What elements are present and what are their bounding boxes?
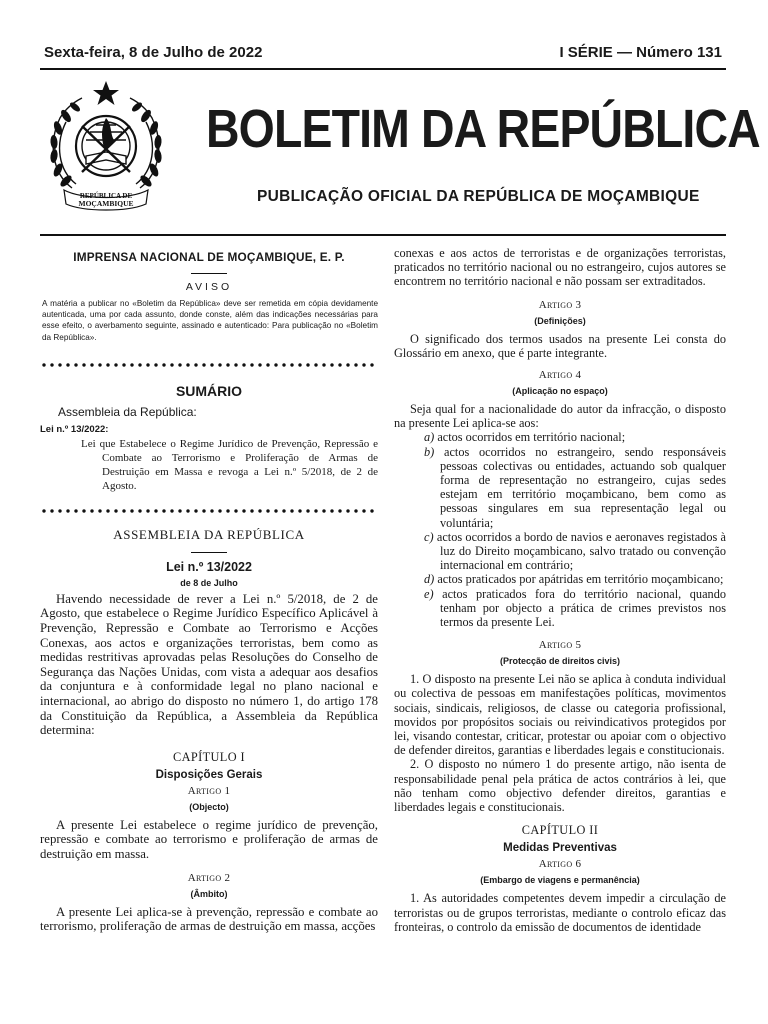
article-heading: Artigo 4 <box>538 369 582 382</box>
chapter-name: Disposições Gerais <box>155 768 263 781</box>
article-text: O significado dos termos usados na presente Lei consta do Glossário em anexo, que é parte integrante. <box>394 331 726 360</box>
coat-of-arms-emblem <box>42 78 170 214</box>
law-date: de 8 de Julho <box>180 577 238 588</box>
emblem-ribbon-line-2: MOÇAMBIQUE <box>78 199 134 208</box>
article-heading: Artigo 3 <box>538 298 582 311</box>
article-text <box>40 905 378 935</box>
article-name: (Protecção de direitos civis) <box>499 656 621 667</box>
list-item: a) actos ocorridos em território nacional; <box>424 430 626 445</box>
article-list <box>394 430 726 629</box>
summary-law-description: Lei que Estabelece o Regime Jurídico de Prevenção, Repressão e Combate ao Terrorismo e Proliferação de Armas de Destruição em Massa e revoga a Lei n.º 5/2018, de 2 de Agosto. <box>81 437 378 492</box>
short-divider <box>191 273 227 274</box>
summary-title: SUMÁRIO <box>175 382 243 399</box>
notice-text: A matéria a publicar no «Boletim da República» deve ser remetida em cópia devidamente autenticada, uma por cada assunto, donde conste, além das indicações necessárias para esse efeito, o averbamento seguinte, assinado e autenticado: Para publicação no «Boletim da República». <box>42 299 378 342</box>
chapter-heading: CAPÍTULO I <box>173 749 245 764</box>
left-column <box>40 244 378 935</box>
article-2-text-end: conexas e aos actos de terroristas e de organizações terroristas, praticados no território nacional ou no estrangeiro, cujos autores se encontrem no território nacional e não possam ser extraditados. <box>394 246 726 289</box>
article-name: (Objecto) <box>189 801 229 812</box>
emblem-ribbon-line-1: REPÚBLICA DE <box>79 192 133 200</box>
summary-law-ref: Lei n.º 13/2022: <box>40 423 109 435</box>
article-name: (Definições) <box>534 315 586 326</box>
article-name: (Embargo de viagens e permanência) <box>480 875 640 886</box>
right-column <box>394 246 726 934</box>
article-name: (Âmbito) <box>190 888 228 899</box>
masthead-subtitle: PUBLICAÇÃO OFICIAL DA REPÚBLICA DE MOÇAMBIQUE <box>257 188 700 205</box>
article-text: Seja qual for a nacionalidade do autor da infracção, o disposto na presente Lei aplica-se aos: <box>394 402 726 431</box>
short-divider <box>191 552 227 553</box>
article-name: (Aplicação no espaço) <box>512 386 608 397</box>
notice-title: AVISO <box>185 281 233 293</box>
article-heading: Artigo 2 <box>187 871 231 884</box>
chapter-heading: CAPÍTULO II <box>521 823 599 838</box>
article-text-continued <box>394 246 726 289</box>
chapter-name: Medidas Preventivas <box>503 842 617 855</box>
list-item: c) actos ocorridos a bordo de navios e aeronaves registados à luz do Direito moçambicano, salvo tratado ou convenção internacional em contrário; <box>424 529 726 573</box>
masthead-divider <box>40 234 726 236</box>
article-heading: Artigo 5 <box>538 639 582 652</box>
law-organ: ASSEMBLEIA DA REPÚBLICA <box>113 526 305 542</box>
issue-date: Sexta-feira, 8 de Julho de 2022 <box>44 44 263 61</box>
publisher-name: IMPRENSA NACIONAL DE MOÇAMBIQUE, E. P. <box>73 250 345 264</box>
list-item: b) actos ocorridos no estrangeiro, sendo responsáveis pessoas colectivas ou entidades, actuando sob qualquer forma de representação no estrangeiro, cujas sedes estejam em território moçambicano, bem como as pessoas singulares em sua representação legal ou voluntária; <box>424 444 727 530</box>
law-preamble: Havendo necessidade de rever a Lei n.º 5/2018, de 2 de Agosto, que estabelece o Regime Jurídico Específico Aplicável à Prevenção, Repressão e Combate ao Terrorismo e Acções Conexas, aos actos e organizações terroristas, bem como as medidas restritivas aprovadas pelas Resoluções do Conselho de Segurança das Nações Unidas, com vista a adequar aos desafios da conjuntura e à conformidade legal no plano nacional e internacional, ao abrigo do disposto no número 1, do artigo 178 da Constituição da República, a Assembleia da República determina: <box>40 591 378 738</box>
article-heading: Artigo 6 <box>538 858 582 871</box>
header-divider <box>40 68 726 70</box>
article-paragraph: 1. O disposto na presente Lei não se aplica à conduta individual ou colectiva de pessoas em manifestações políticas, movimentos sociais, sindicais, religiosos, de classe ou categoria profissional, movidos por propósitos sociais ou reivindicativos protegidos por lei, visando contestar, criticar, protestar ou apoiar com o objectivo de defender direitos, garantias e liberdades legais e constitucionais. <box>394 672 726 758</box>
list-item: e) actos praticados fora do território nacional, quando tenham por objecto a prática de crimes previstos nos termos da presente Lei. <box>424 586 726 630</box>
dotted-divider <box>40 507 378 515</box>
article-paragraph: 1. As autoridades competentes devem impedir a circulação de terroristas ou de grupos terroristas, mediante o controlo eficaz das fronteiras, o controlo da emissão de documentos de identidade <box>394 891 726 934</box>
article-text: A presente Lei estabelece o regime jurídico de prevenção, repressão e combate ao terrorismo e proliferação de armas de destruição em massa. <box>40 817 378 861</box>
list-item: d) actos praticados por apátridas em território moçambicano; <box>424 572 724 587</box>
law-title: Lei n.º 13/2022 <box>166 559 252 574</box>
article-2-text-start: A presente Lei aplica-se à prevenção, repressão e combate ao terrorismo, proliferação de armas de destruição em massa, acções <box>40 904 378 934</box>
article-heading: Artigo 1 <box>187 784 231 797</box>
article-paragraph: 2. O disposto no número 1 do presente artigo, não isenta de responsabilidade penal pela prática de actos contrários à lei, que não tenham como objectivo defender direitos, garantias e liberdades legais e constitucionais. <box>394 757 726 815</box>
issue-series: I SÉRIE — Número 131 <box>559 44 722 61</box>
summary-organ: Assembleia da República: <box>58 404 197 419</box>
dotted-divider <box>40 361 378 369</box>
masthead-title: BOLETIM DA REPÚBLICA <box>206 99 760 159</box>
